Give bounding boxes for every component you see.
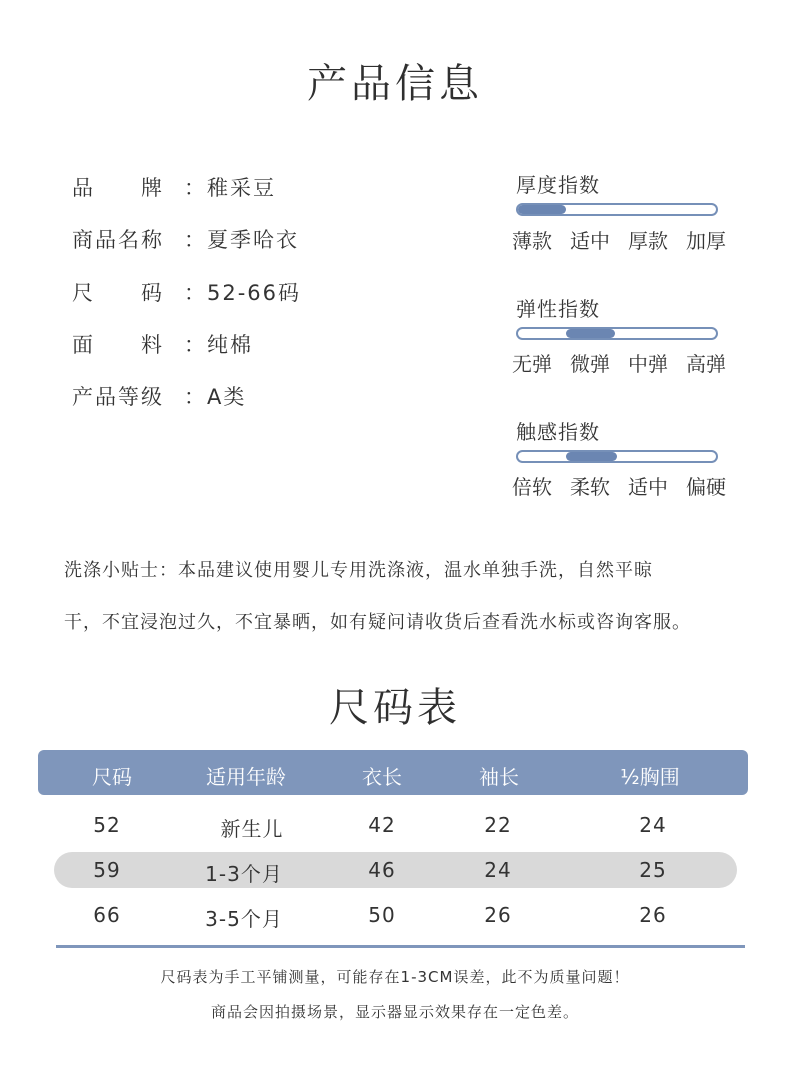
elasticity-index-bar [516, 327, 718, 340]
size-chart-title: 尺码表 [329, 685, 461, 731]
elasticity-index-labels [512, 348, 726, 377]
info-key: 品 牌 [72, 176, 164, 200]
index-label: 偏硬 [686, 475, 726, 499]
size-table-header [38, 750, 748, 795]
table-row [0, 897, 790, 933]
table-row [0, 807, 790, 843]
info-key: 产品等级 [72, 385, 164, 409]
washing-tips-line1: 洗涤小贴士：本品建议使用婴儿专用洗涤液，温水单独手洗，自然平晾 [64, 560, 653, 581]
note-measurement: 尺码表为手工平铺测量，可能存在1-3CM误差，此不为质量问题！ [160, 968, 630, 986]
info-row-brand [72, 172, 276, 202]
touch-index-labels [512, 471, 726, 500]
info-sep: ： [184, 281, 207, 305]
divider [56, 945, 745, 948]
thickness-index-bar [516, 203, 718, 216]
index-label: 厚款 [628, 229, 668, 253]
elasticity-index-fill [566, 329, 616, 338]
table-cell: 46 [368, 858, 396, 882]
touch-index-fill [566, 452, 617, 461]
info-value: 夏季哈衣 [207, 228, 299, 252]
table-cell: 66 [93, 903, 121, 927]
index-label: 适中 [628, 475, 668, 499]
table-cell: 24 [484, 858, 512, 882]
table-cell: 22 [484, 813, 512, 837]
index-label: 中弹 [628, 352, 668, 376]
touch-index-bar [516, 450, 718, 463]
index-label: 高弹 [686, 352, 726, 376]
info-row-size [72, 277, 301, 307]
table-cell: 新生儿 [220, 817, 284, 841]
info-key: 尺 码 [72, 281, 164, 305]
table-row [0, 852, 790, 888]
table-cell: 1-3个月 [205, 862, 283, 886]
info-value: 52-66码 [207, 281, 302, 305]
info-row-grade [72, 381, 246, 411]
note-color-difference: 商品会因拍摄场景，显示器显示效果存在一定色差。 [210, 1003, 579, 1021]
table-cell: 26 [639, 903, 667, 927]
table-cell: 26 [484, 903, 512, 927]
header-cell-sleeve: 袖长 [479, 765, 519, 789]
info-row-product-name [72, 224, 299, 254]
index-label: 柔软 [570, 475, 610, 499]
header-cell-size: 尺码 [92, 765, 132, 789]
table-cell: 24 [639, 813, 667, 837]
thickness-index-title: 厚度指数 [516, 173, 600, 197]
info-value: 稚采豆 [207, 176, 276, 200]
info-value: 纯棉 [207, 333, 253, 357]
elasticity-index-title: 弹性指数 [516, 297, 600, 321]
table-cell: 3-5个月 [205, 907, 283, 931]
table-cell: 52 [93, 813, 121, 837]
header-cell-length: 衣长 [362, 765, 402, 789]
index-label: 薄款 [512, 229, 552, 253]
thickness-index-labels [512, 225, 726, 254]
info-value: A类 [207, 385, 247, 409]
index-label: 适中 [570, 229, 610, 253]
index-label: 微弹 [570, 352, 610, 376]
info-row-fabric [72, 329, 253, 359]
info-sep: ： [184, 385, 207, 409]
info-sep: ： [184, 228, 207, 252]
table-cell: 50 [368, 903, 396, 927]
info-key: 商品名称 [72, 228, 164, 252]
table-cell: 59 [93, 858, 121, 882]
info-sep: ： [184, 333, 207, 357]
header-cell-age: 适用年龄 [206, 765, 286, 789]
index-label: 无弹 [512, 352, 552, 376]
product-info-title: 产品信息 [307, 61, 483, 107]
thickness-index-fill [518, 205, 566, 214]
index-label: 倍软 [512, 475, 552, 499]
header-cell-chest: ½胸围 [620, 765, 680, 789]
table-cell: 42 [368, 813, 396, 837]
info-key: 面 料 [72, 333, 164, 357]
info-sep: ： [184, 176, 207, 200]
washing-tips-line2: 干，不宜浸泡过久，不宜暴晒，如有疑问请收货后查看洗水标或咨询客服。 [64, 612, 691, 633]
table-cell: 25 [639, 858, 667, 882]
index-label: 加厚 [686, 229, 726, 253]
touch-index-title: 触感指数 [516, 420, 600, 444]
